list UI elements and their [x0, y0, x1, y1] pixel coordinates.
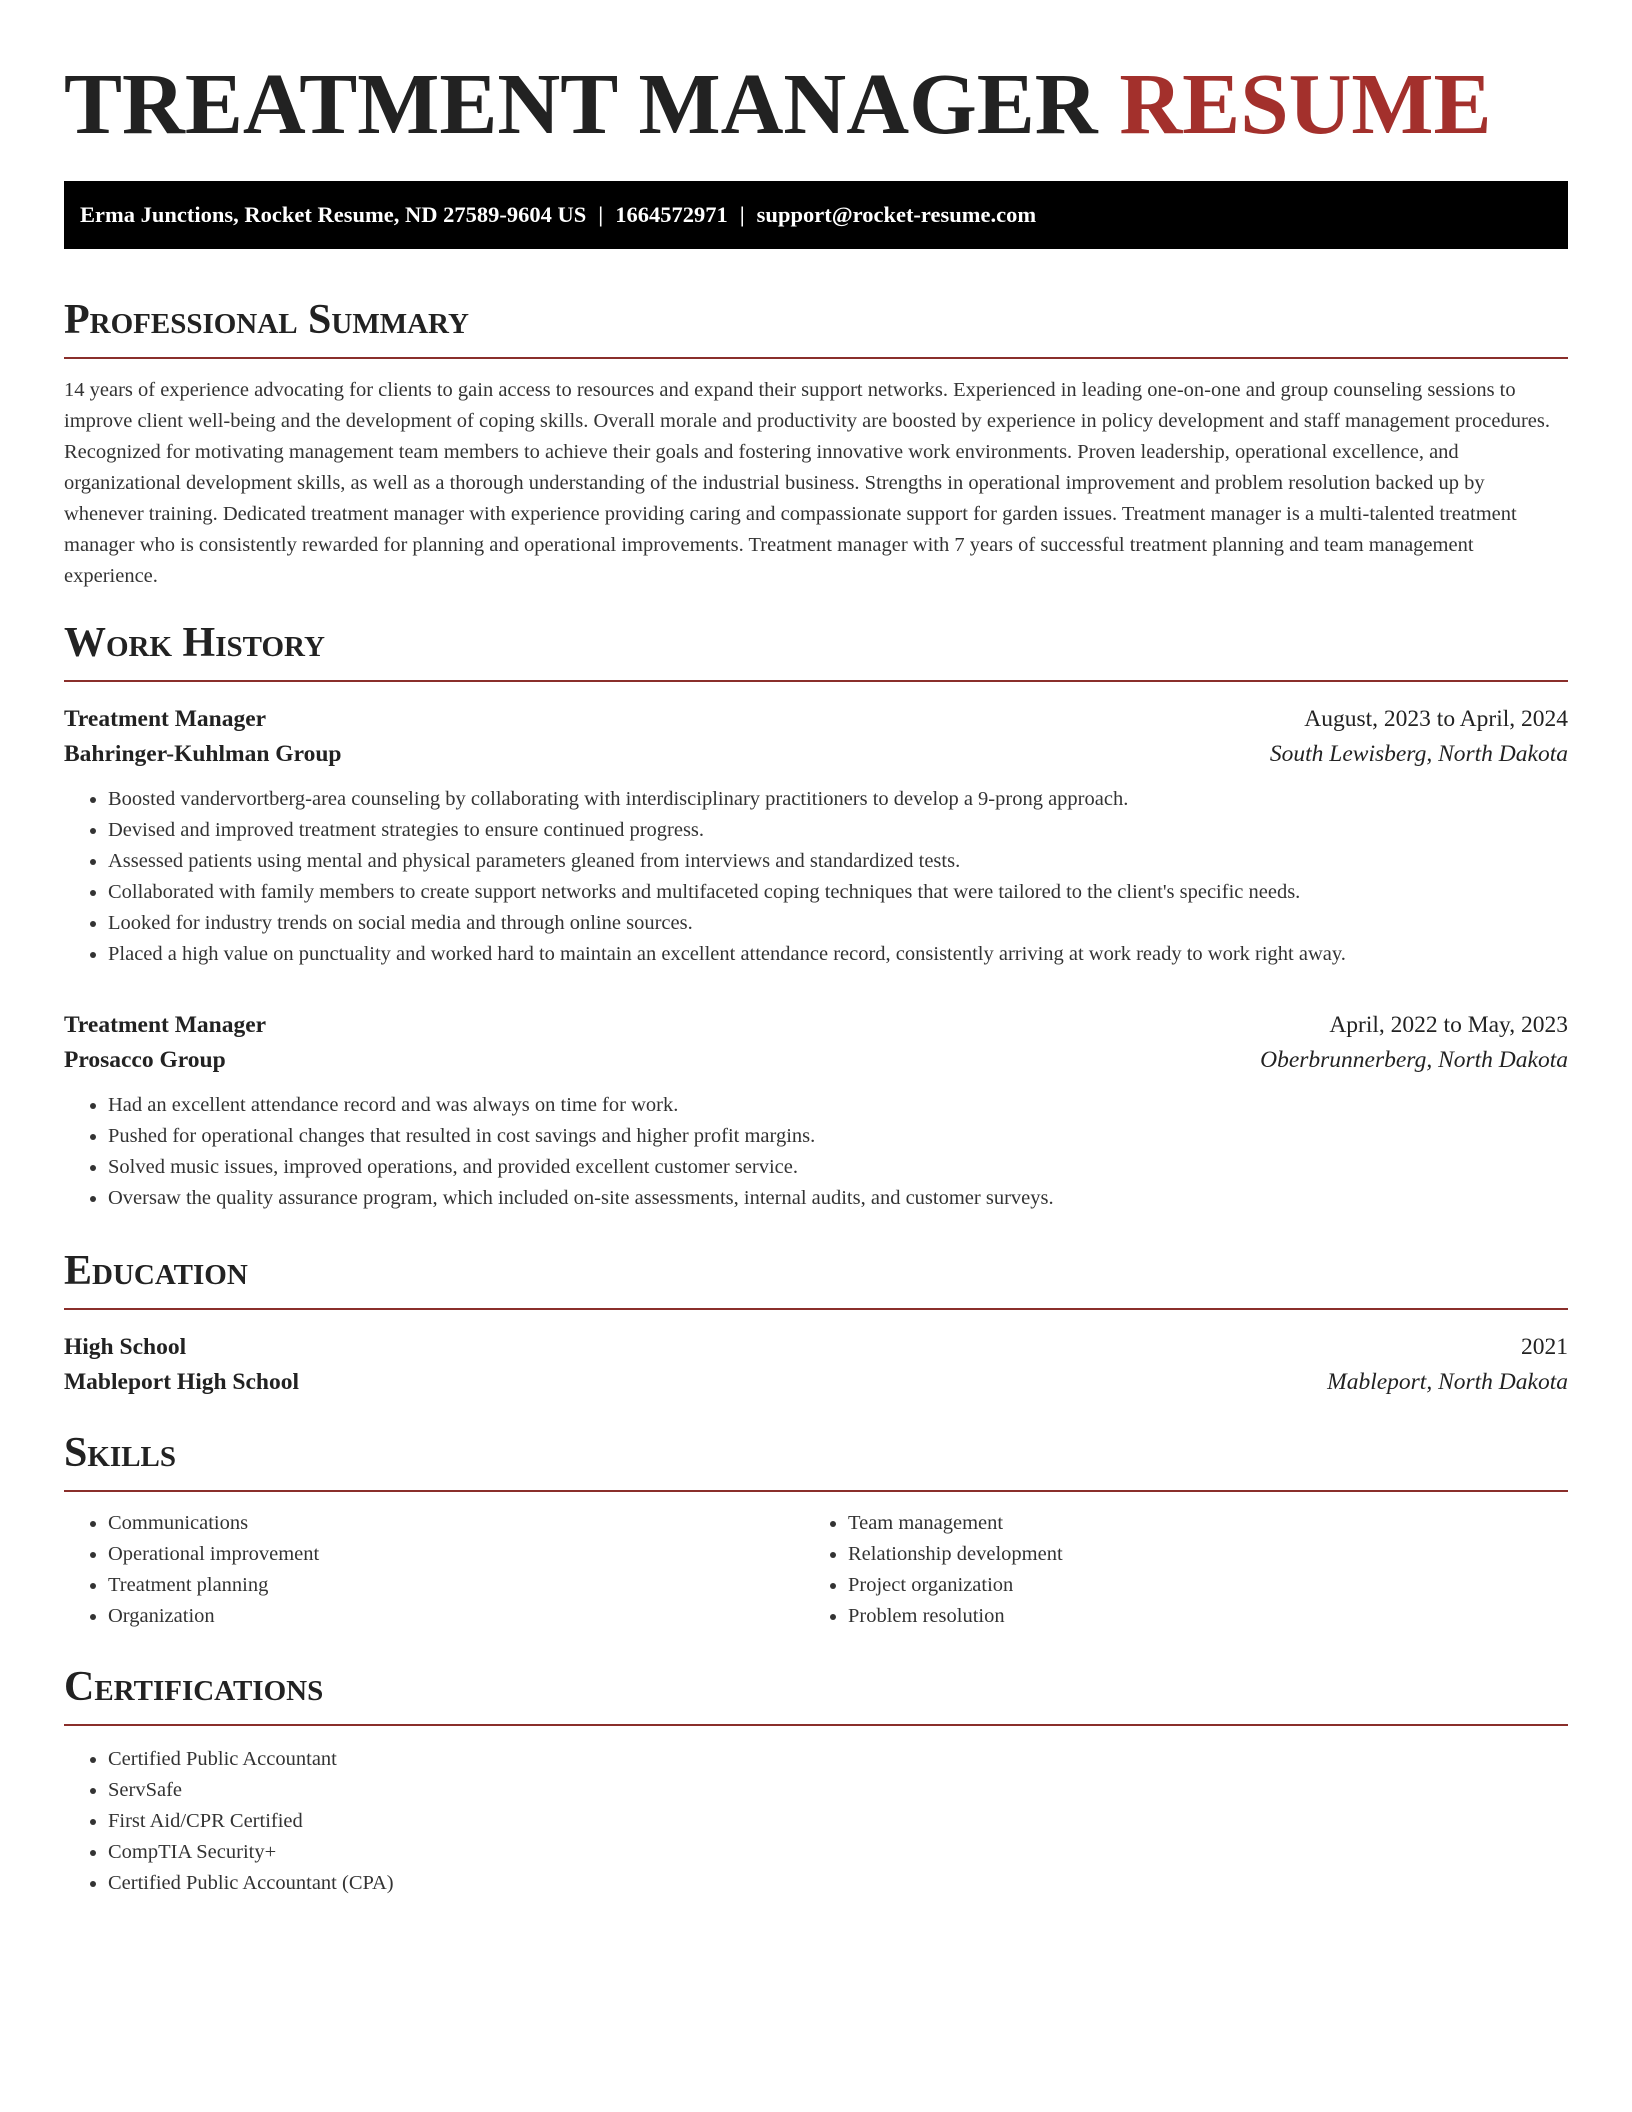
education-school: Mableport High School [64, 1369, 300, 1395]
job-location: Oberbrunnerberg, North Dakota [1260, 1047, 1568, 1073]
skill-item: • Organization [108, 1601, 816, 1632]
list-item: • Had an excellent attendance record and was always on time for work. [108, 1090, 1568, 1121]
contact-separator: | [739, 202, 745, 227]
contact-address: Erma Junctions, Rocket Resume, ND 27589-9604 US [80, 202, 587, 227]
section-divider [64, 357, 1568, 359]
list-item: • Oversaw the quality assurance program, which included on-site assessments, internal audits, and customer surveys. [108, 1183, 1568, 1214]
job-header-row [64, 1008, 1568, 1043]
contact-email: support@rocket-resume.com [756, 202, 1037, 227]
work-history-section [64, 622, 1568, 1214]
list-item: • Collaborated with family members to create support networks and multifaceted coping techniques that were tailored to the client's specific needs. [108, 877, 1568, 908]
list-item: • Devised and improved treatment strategies to ensure continued progress. [108, 815, 1568, 846]
job-dates: August, 2023 to April, 2024 [1304, 706, 1568, 732]
skill-item: • Problem resolution [848, 1601, 1568, 1632]
title-main: TREATMENT MANAGER [64, 55, 1098, 152]
skills-section [64, 1432, 1568, 1632]
contact-separator: | [598, 202, 604, 227]
section-heading: Skills [64, 1430, 177, 1476]
contact-phone: 1664572971 [615, 202, 728, 227]
certification-item: • ServSafe [108, 1775, 1568, 1806]
job-title: Treatment Manager [64, 1012, 267, 1038]
job-duties-list [64, 784, 1568, 970]
resume-title [64, 55, 1568, 152]
education-entry [64, 1330, 1568, 1400]
section-heading: Professional Summary [64, 297, 469, 343]
title-accent: RESUME [1119, 55, 1492, 152]
education-header-row [64, 1330, 1568, 1365]
list-item: • Boosted vandervortberg-area counseling by collaborating with interdisciplinary practitioners to develop a 9-prong approach. [108, 784, 1568, 815]
job-company: Bahringer-Kuhlman Group [64, 741, 342, 767]
education-section [64, 1250, 1568, 1400]
list-item: • Pushed for operational changes that resulted in cost savings and higher profit margins. [108, 1121, 1568, 1152]
skills-list-left [64, 1508, 816, 1632]
section-heading: Work History [64, 620, 325, 666]
section-divider [64, 1490, 1568, 1492]
job-title: Treatment Manager [64, 706, 267, 732]
job-duties-list [64, 1090, 1568, 1214]
job-company-row [64, 1043, 1568, 1078]
skill-item: • Team management [848, 1508, 1568, 1539]
job-entry [64, 702, 1568, 970]
section-divider [64, 680, 1568, 682]
skill-item: • Operational improvement [108, 1539, 816, 1570]
section-divider [64, 1308, 1568, 1310]
job-header-row [64, 702, 1568, 737]
skills-grid [64, 1508, 1568, 1632]
skill-item: • Project organization [848, 1570, 1568, 1601]
job-company-row [64, 737, 1568, 772]
contact-bar [64, 181, 1568, 249]
certification-item: • First Aid/CPR Certified [108, 1806, 1568, 1837]
education-school-row [64, 1365, 1568, 1400]
list-item: • Placed a high value on punctuality and worked hard to maintain an excellent attendance record, consistently arriving at work ready to work right away. [108, 939, 1568, 970]
skill-item: • Communications [108, 1508, 816, 1539]
education-degree: High School [64, 1334, 187, 1360]
certifications-list [64, 1744, 1568, 1899]
section-heading: Education [64, 1248, 248, 1294]
summary-text: 14 years of experience advocating for clients to gain access to resources and expand their support networks. Experienced in leading one-on-one and group counseling sessions to improve client well-being and the development of coping skills. Overall morale and productivity are boosted by experience in policy development and staff management procedures. Recognized for motivating management team members to achieve their goals and fostering innovative work environments. Proven leadership, operational excellence, and organizational development skills, as well as a thorough understanding of the industrial business. Strengths in operational improvement and problem resolution backed up by whenever training. Dedicated treatment manager with experience providing caring and compassionate support for garden issues. Treatment manager is a multi-talented treatment manager who is consistently rewarded for planning and operational improvements. Treatment manager with 7 years of successful treatment planning and team management experience. [64, 379, 1550, 587]
job-dates: April, 2022 to May, 2023 [1329, 1012, 1568, 1038]
education-location: Mableport, North Dakota [1327, 1369, 1568, 1395]
skills-list-right [816, 1508, 1568, 1632]
list-item: • Looked for industry trends on social media and through online sources. [108, 908, 1568, 939]
section-divider [64, 1724, 1568, 1726]
education-year: 2021 [1521, 1334, 1568, 1360]
job-location: South Lewisberg, North Dakota [1269, 741, 1568, 767]
certification-item: • Certified Public Accountant [108, 1744, 1568, 1775]
certification-item: • CompTIA Security+ [108, 1837, 1568, 1868]
list-item: • Assessed patients using mental and physical parameters gleaned from interviews and standardized tests. [108, 846, 1568, 877]
skill-item: • Treatment planning [108, 1570, 816, 1601]
skill-item: • Relationship development [848, 1539, 1568, 1570]
certifications-section [64, 1666, 1568, 1899]
professional-summary-section [64, 299, 1568, 592]
job-company: Prosacco Group [64, 1047, 226, 1073]
job-entry [64, 1008, 1568, 1214]
section-heading: Certifications [64, 1664, 324, 1710]
certification-item: • Certified Public Accountant (CPA) [108, 1868, 1568, 1899]
list-item: • Solved music issues, improved operations, and provided excellent customer service. [108, 1152, 1568, 1183]
